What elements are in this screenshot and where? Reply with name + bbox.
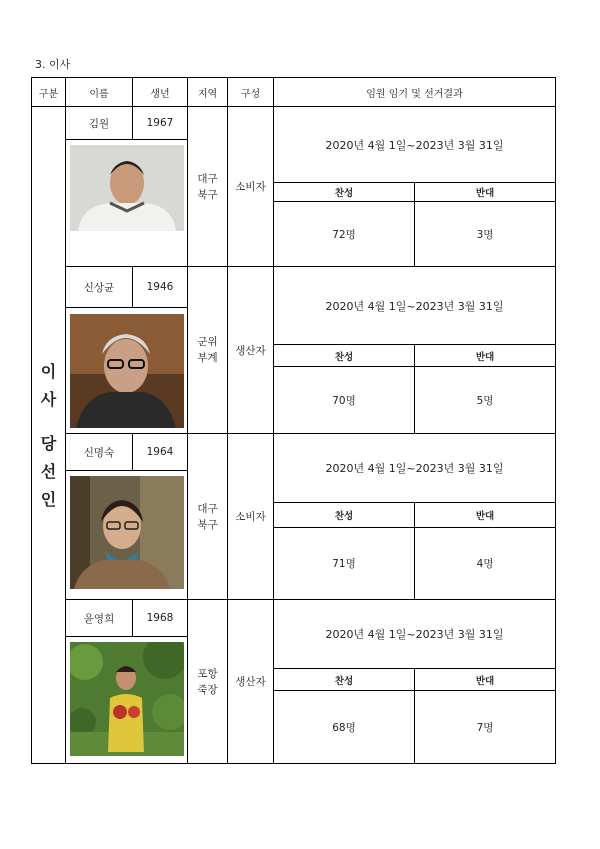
yes-count: 68명 (332, 721, 356, 734)
member-term: 2020년 4월 1일~2023년 3월 31일 (325, 628, 504, 641)
member-name: 윤영희 (83, 612, 115, 625)
member-photo (70, 145, 184, 231)
no-label: 반대 (475, 351, 495, 363)
no-label: 반대 (475, 188, 495, 199)
no-label: 반대 (475, 511, 495, 522)
yes-label: 찬성 (334, 511, 354, 522)
no-count: 4명 (476, 558, 494, 570)
header-birth-year: 생년 (150, 88, 170, 100)
row-divider (65, 139, 187, 140)
member-name: 신상균 (83, 281, 115, 294)
no-count: 5명 (476, 394, 494, 407)
no-label: 반대 (475, 675, 495, 687)
member-region: 군위 부계 (197, 336, 218, 364)
member-birth-year: 1967 (146, 117, 174, 129)
col-divider (132, 433, 133, 470)
col-divider (132, 266, 133, 307)
member-region: 대구 북구 (197, 502, 218, 531)
col-divider (132, 106, 133, 139)
yes-count: 71명 (332, 558, 356, 570)
col-divider (65, 78, 66, 763)
no-count: 3명 (476, 228, 494, 241)
member-term: 2020년 4월 1일~2023년 3월 31일 (325, 299, 504, 313)
col-divider (132, 599, 133, 636)
section-title: 3. 이사 (35, 58, 71, 71)
member-name: 신명숙 (83, 446, 115, 459)
yes-count: 70명 (332, 394, 356, 407)
yes-label: 찬성 (334, 188, 354, 199)
header-region: 지역 (197, 88, 218, 100)
member-composition: 소비자 (235, 181, 266, 193)
category-label-top: 이사 (40, 362, 57, 409)
member-birth-year: 1964 (146, 446, 174, 458)
member-photo (70, 314, 184, 428)
header-category: 구분 (38, 88, 59, 100)
col-divider (132, 78, 133, 106)
member-term: 2020년 4월 1일~2023년 3월 31일 (325, 462, 504, 475)
row-divider (65, 470, 187, 471)
no-count: 7명 (476, 721, 494, 734)
directors-table (31, 77, 556, 764)
yes-label: 찬성 (334, 675, 354, 687)
member-term: 2020년 4월 1일~2023년 3월 31일 (325, 138, 504, 152)
member-photo (70, 476, 184, 589)
member-region: 포항 죽장 (197, 667, 218, 696)
category-label-bottom: 당선인 (40, 434, 57, 509)
member-composition: 생산자 (235, 676, 266, 688)
member-composition: 소비자 (235, 511, 266, 523)
member-photo (70, 642, 184, 756)
yes-count: 72명 (332, 228, 356, 241)
member-region: 대구 북구 (197, 172, 218, 201)
member-birth-year: 1968 (146, 612, 174, 624)
row-divider (65, 636, 187, 637)
yes-label: 찬성 (334, 351, 354, 363)
header-name: 이름 (89, 88, 109, 100)
row-divider (65, 307, 187, 308)
member-name: 김원 (88, 117, 110, 130)
header-term-result: 임원 임기 및 선거결과 (366, 88, 463, 100)
member-birth-year: 1946 (146, 281, 174, 293)
member-composition: 생산자 (235, 344, 266, 357)
header-composition: 구성 (240, 88, 261, 100)
